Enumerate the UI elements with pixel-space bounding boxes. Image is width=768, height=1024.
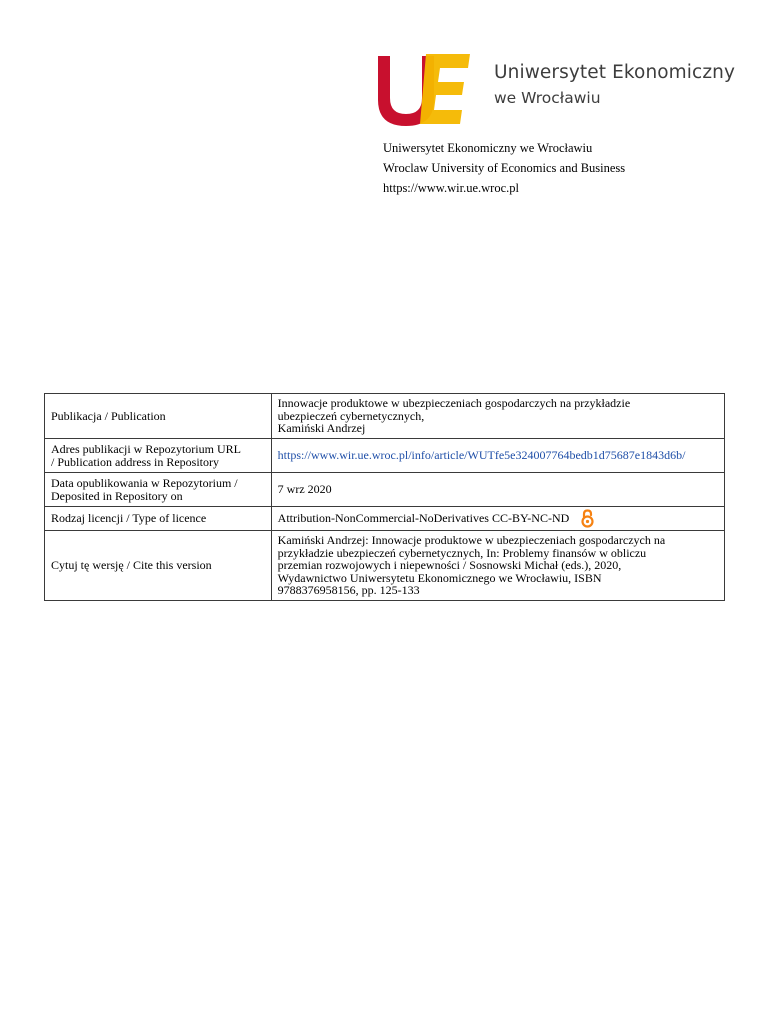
publication-author: Kamiński Andrzej xyxy=(277,421,366,436)
table-row-publication xyxy=(45,394,725,439)
deposit-date-label xyxy=(45,473,272,507)
publication-title-line1: Innowacje produktowe w ubezpieczeniach gospodarczych na przykładzie xyxy=(277,396,631,411)
citation-line3: przemian rozwojowych i niepewności / Sosnowski Michał (eds.), 2020, xyxy=(277,558,622,573)
publication-metadata-table xyxy=(44,393,725,601)
table-row-deposit-date xyxy=(45,473,725,507)
address-label-line2: / Publication address in Repository xyxy=(51,454,219,469)
citation-line5: 9788376958156, pp. 125-133 xyxy=(277,583,420,598)
deposit-date-label-line2: Deposited in Repository on xyxy=(51,488,183,503)
table-row-address xyxy=(45,439,725,473)
address-value xyxy=(271,439,724,473)
citation-line4: Wydawnictwo Uniwersytetu Ekonomicznego we Wrocławiu, ISBN xyxy=(277,570,602,585)
deposit-date-label-line1: Data opublikowania w Repozytorium / xyxy=(51,476,238,490)
university-address xyxy=(383,138,625,198)
publication-title-line2: ubezpieczeń cybernetycznych, xyxy=(277,408,425,423)
publication-label: Publikacja / Publication xyxy=(45,394,272,439)
deposit-date-value: 7 wrz 2020 xyxy=(271,473,724,507)
licence-text: Attribution-NonCommercial-NoDerivatives CC-BY-NC-ND xyxy=(277,511,570,526)
citation-line1: Kamiński Andrzej: Innowacje produktowe w ubezpieczeniach gospodarczych na xyxy=(277,533,666,548)
university-logo xyxy=(376,52,736,132)
logo-city: we Wrocławiu xyxy=(494,89,601,108)
licence-value xyxy=(271,507,724,531)
table-row-licence xyxy=(45,507,725,531)
licence-label: Rodzaj licencji / Type of licence xyxy=(45,507,272,531)
citation-label: Cytuj tę wersję / Cite this version xyxy=(45,531,272,601)
citation-value xyxy=(271,531,724,601)
publication-value xyxy=(271,394,724,439)
publication-url-link[interactable]: https://www.wir.ue.wroc.pl/info/article/WUTfe5e324007764bedb1d75687e1843d6b/ xyxy=(277,448,686,463)
university-name-en: Wroclaw University of Economics and Business xyxy=(383,161,626,175)
citation-line2: przykładzie ubezpieczeń cybernetycznych, In: Problemy finansów w obliczu xyxy=(277,545,647,560)
logo-text xyxy=(494,62,735,108)
address-label-line1: Adres publikacji w Repozytorium URL xyxy=(51,442,241,456)
university-name-pl: Uniwersytet Ekonomiczny we Wrocławiu xyxy=(383,141,593,155)
address-label xyxy=(45,439,272,473)
ue-logo-mark-icon xyxy=(376,52,472,128)
open-access-icon xyxy=(581,509,594,528)
table-row-citation xyxy=(45,531,725,601)
logo-university-name: Uniwersytet Ekonomiczny xyxy=(494,62,736,83)
university-url[interactable]: https://www.wir.ue.wroc.pl xyxy=(383,181,519,195)
logo-letter-e xyxy=(420,54,470,124)
